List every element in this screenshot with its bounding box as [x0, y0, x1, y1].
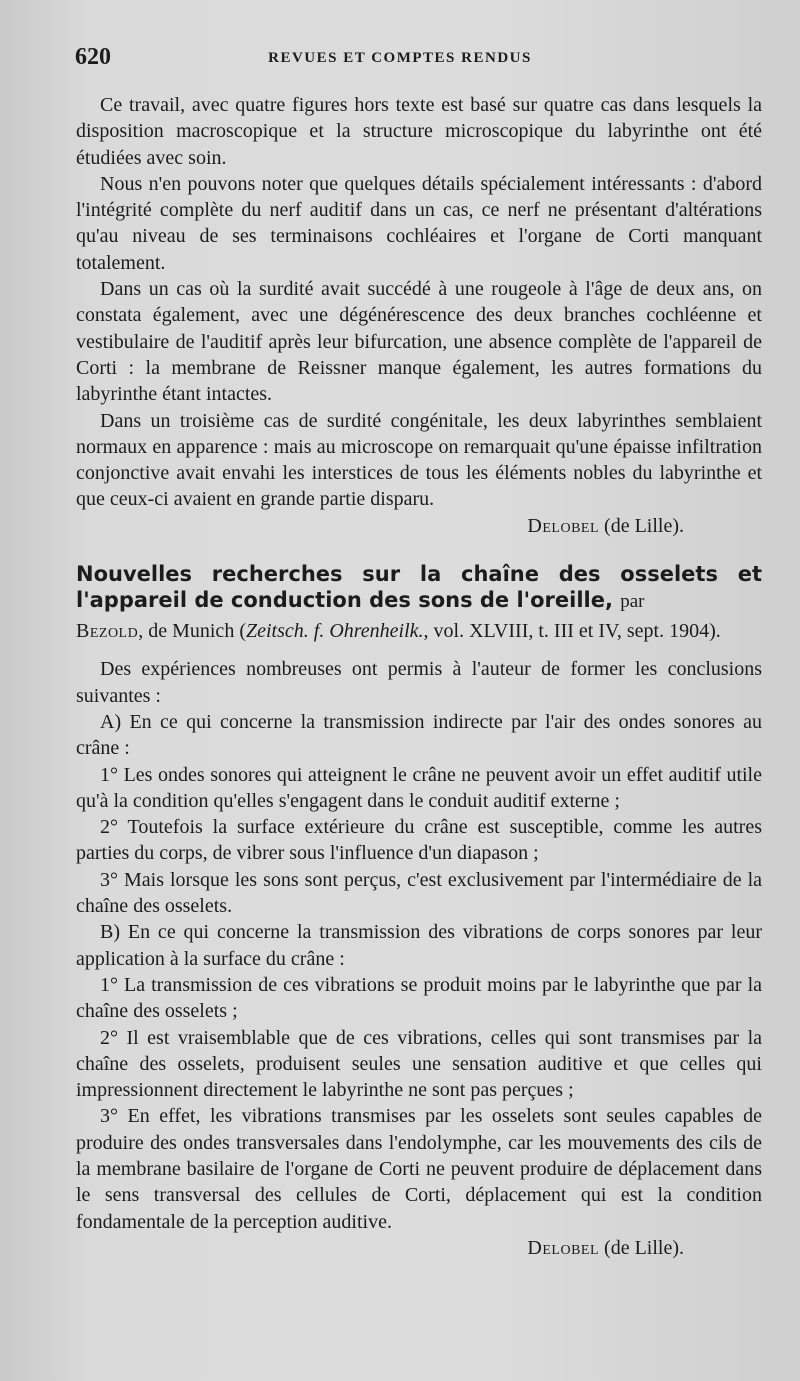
page-number: 620: [75, 44, 111, 70]
article-by: par: [620, 591, 645, 613]
paragraph: 3° En effet, les vibrations transmises par les osselets sont seules capables de produire des ondes transversales dans l'endolymphe, car les mouvements des cils de la membrane basilaire de l'organe de Corti ne peuvent produire de déplacement dans le sens transversal des cellules de Corti, déplacement qui est la condition fondamentale de la perception auditive.: [76, 1105, 762, 1233]
paragraph: 2° Il est vraisemblable que de ces vibrations, celles qui sont transmises par la chaîne des osselets, produisent seules une sensation auditive et que celles qui impressionnent directement le labyrinthe ne sont pas perçues ;: [76, 1026, 762, 1102]
journal-name: Zeitsch. f. Ohrenheilk.: [245, 620, 424, 643]
signature-place: (de Lille).: [604, 514, 684, 537]
review-2: [76, 561, 762, 1261]
signature-name: Delobel: [527, 1236, 600, 1259]
paragraph: Ce travail, avec quatre figures hors texte est basé sur quatre cas dans lesquels la disposition macroscopique et la structure microscopique du labyrinthe ont été étudiées avec soin.: [76, 94, 762, 169]
signature-place: (de Lille).: [604, 1236, 684, 1259]
article-reference: [76, 618, 762, 644]
paragraph: 1° Les ondes sonores qui atteignent le crâne ne peuvent avoir un effet auditif utile qu'à la condition qu'elles s'engagent dans le conduit auditif externe ;: [76, 763, 762, 812]
article-author: Bezold: [76, 620, 139, 643]
paragraph: 1° La transmission de ces vibrations se produit moins par le labyrinthe que par la chaîne des osselets ;: [76, 973, 762, 1023]
paragraph-text: Dans un troisième cas de surdité congénitale, les deux labyrinthes semblaient normaux en apparence : mais au microscope on remarquait qu'une épaisse infiltration conjonctive avait envahi les interstices de tous les éléments nobles du labyrinthe et que ceux-ci avaient en grande partie disparu.: [76, 409, 762, 511]
paragraph: Dans un cas où la surdité avait succédé à une rougeole à l'âge de deux ans, on constata également, avec une dégénérescence des deux branches cochléenne et vestibulaire de l'auditif après leur bifurcation, une absence complète de l'appareil de Corti : la membrane de Reissner manque également, les autres formations du labyrinthe étant intactes.: [76, 278, 762, 406]
reference-details: , vol. XLVIII, t. III et IV, sept. 1904).: [423, 620, 721, 643]
author-place: , de Munich (: [138, 620, 246, 643]
signature-name: Delobel: [527, 514, 600, 537]
review-signature: [76, 1235, 684, 1261]
paragraph: 3° Mais lorsque les sons sont perçus, c'est exclusivement par l'intermédiaire de la chaîne des osselets.: [76, 868, 762, 918]
page-header: [0, 44, 800, 78]
paragraph: A) En ce qui concerne la transmission indirecte par l'air des ondes sonores au crâne :: [76, 710, 762, 760]
paragraph: B) En ce qui concerne la transmission des vibrations de corps sonores par leur application à la surface du crâne :: [76, 921, 762, 970]
page-body: [76, 92, 762, 1261]
article-title: [76, 561, 762, 615]
paragraph: [76, 408, 762, 513]
review-signature: [76, 513, 684, 539]
review-1: [76, 92, 762, 539]
paragraph: Nous n'en pouvons noter que quelques détails spécialement intéressants : d'abord l'intégrité complète du nerf auditif dans un cas, ce nerf ne présentant d'altérations qu'au niveau de ses terminaisons cochléaires et l'organe de Corti manquant totalement.: [76, 172, 762, 274]
paragraph: 2° Toutefois la surface extérieure du crâne est susceptible, comme les autres parties du corps, de vibrer sous l'influence d'un diapason ;: [76, 816, 762, 865]
paragraph: Des expériences nombreuses ont permis à l'auteur de former les conclusions suivantes :: [76, 658, 762, 707]
running-title: REVUES ET COMPTES RENDUS: [268, 50, 532, 66]
article-title-text: Nouvelles recherches sur la chaîne des osselets et l'appareil de conduction des sons de l'oreille,: [76, 562, 762, 613]
